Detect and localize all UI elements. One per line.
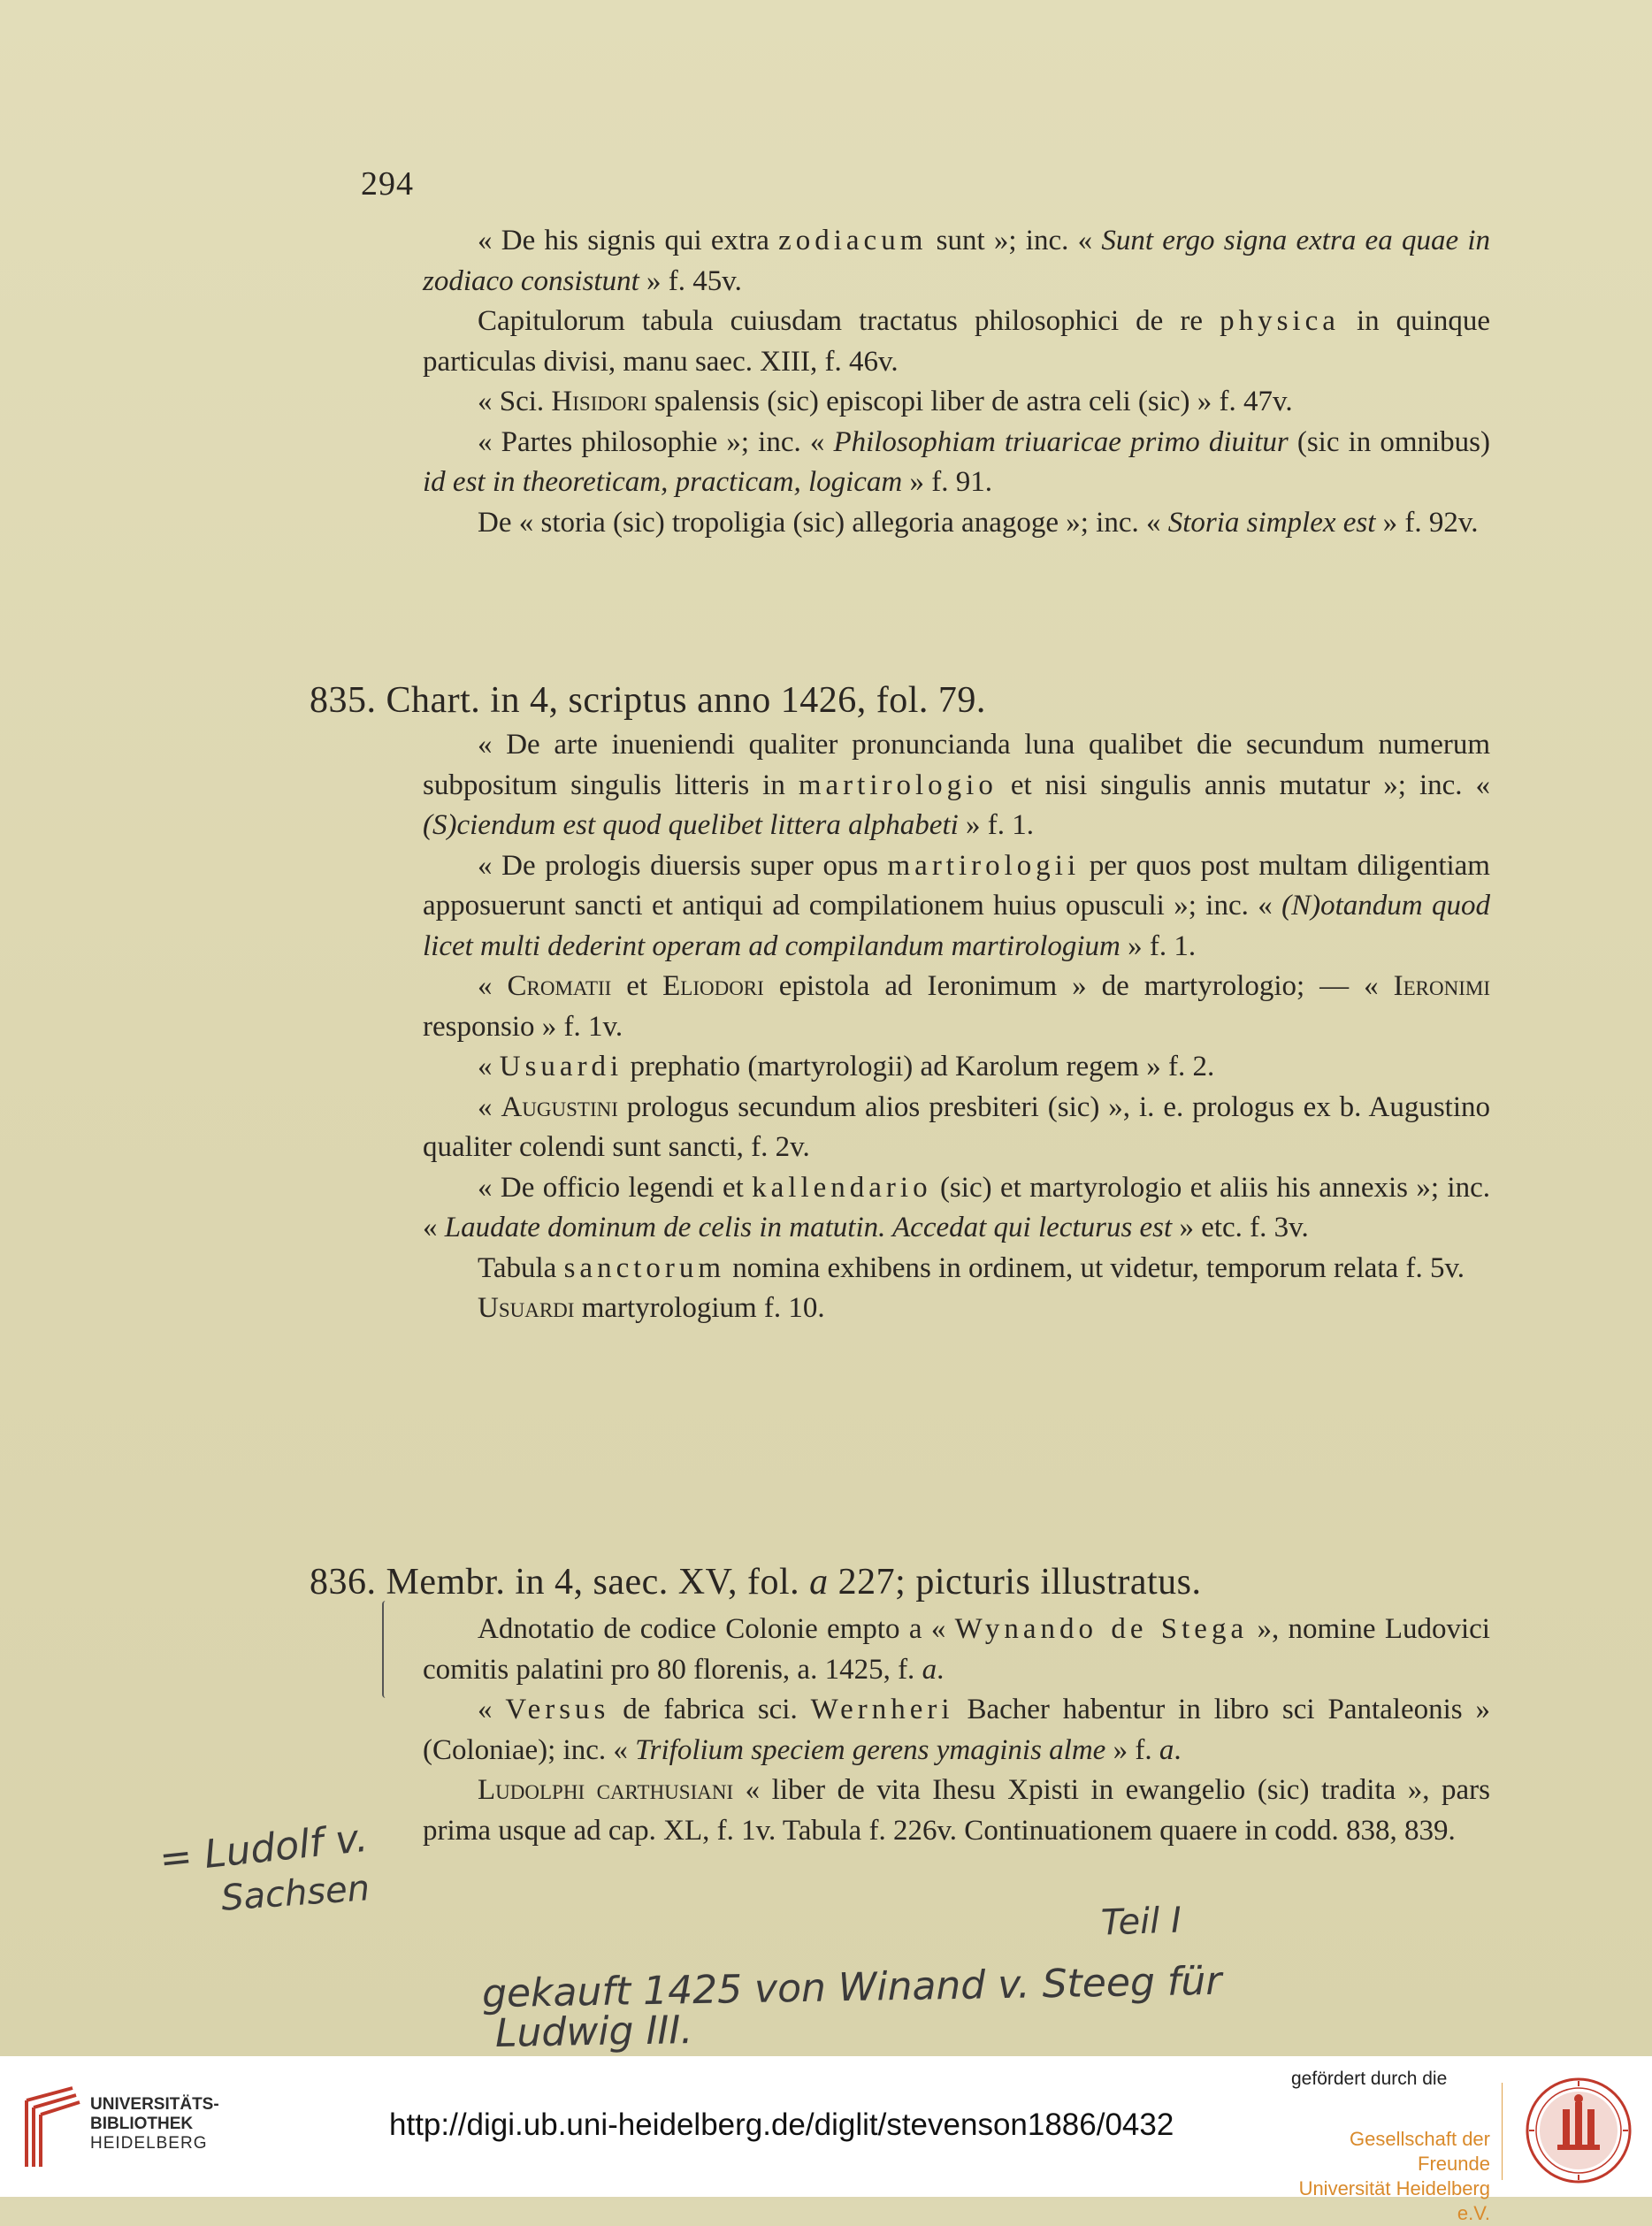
handwritten-bottom-note: gekauft 1425 von Winand v. Steeg für xyxy=(481,1958,1222,2017)
footer-bar xyxy=(0,2056,1652,2224)
paragraph: « Partes philosophie »; inc. « Philosophiam triuaricae primo diuitur (sic in omnibus) id est in theoreticam, practicam, logicam » f. 91. xyxy=(423,425,1490,498)
page-number: 294 xyxy=(361,165,414,203)
book-stack-icon xyxy=(18,2083,81,2171)
paragraph: Adnotatio de codice Colonie empto a « Wynando de Stega », nomine Ludovici comitis palatini pro 80 florenis, a. 1425, f. a. xyxy=(423,1613,1490,1686)
university-seal-icon[interactable] xyxy=(1524,2076,1633,2185)
paragraph: Tabula sanctorum nomina exhibens in ordinem, ut videtur, temporum relata f. 5v. xyxy=(478,1251,1465,1284)
paragraph: « De his signis qui extra zodiacum sunt »; inc. « Sunt ergo signa extra ea quae in zodiaco consistunt » f. 45v. xyxy=(423,225,1491,297)
paragraph: « Sci. Hisidori spalensis (sic) episcopi liber de astra celi (sic) » f. 47v. xyxy=(478,386,1293,417)
handwritten-teil-note: Teil I xyxy=(1100,1900,1182,1944)
society-name[interactable]: Gesellschaft der Freunde Universität Heidelberg e.V. xyxy=(1298,2128,1490,2224)
margin-bracket xyxy=(382,1601,393,1698)
paragraph: Usuardi martyrologium f. 10. xyxy=(478,1292,825,1324)
text-block-836 xyxy=(423,1610,1490,1851)
paragraph: « Usuardi prephatio (martyrologii) ad Karolum regem » f. 2. xyxy=(478,1051,1215,1082)
text-block-top xyxy=(423,221,1490,543)
library-logo[interactable] xyxy=(18,2083,219,2171)
funded-by-label: gefördert durch die xyxy=(1291,2069,1448,2089)
paragraph: « De officio legendi et kallendario (sic) et martyrologio et aliis his annexis »; inc. « Laudate dominum de celis in matutin. Accedat qui lecturus est » etc. f. 3v. xyxy=(423,1171,1490,1243)
handwritten-bottom-note: Ludwig III. xyxy=(494,2008,693,2056)
paragraph: « Cromatii et Eliodori epistola ad Ieronimum » de martyrologio; — « Ieronimi responsio » f. 1v. xyxy=(423,970,1490,1043)
paragraph: De « storia (sic) tropoligia (sic) allegoria anagoge »; inc. « Storia simplex est » f. 92v. xyxy=(478,506,1479,539)
entry-835-heading: 835. Chart. in 4, scriptus anno 1426, fol. 79. xyxy=(310,680,986,721)
paragraph: Capitulorum tabula cuiusdam tractatus philosophici de re physica in quinque particulas divisi, manu saec. XIII, f. 46v. xyxy=(423,305,1490,378)
footer-divider xyxy=(1502,2083,1503,2180)
entry-836-heading: 836. Membr. in 4, saec. XV, fol. a 227; picturis illustratus. xyxy=(310,1562,1202,1603)
paragraph: Ludolphi carthusiani « liber de vita Ihesu Xpisti in ewangelio (sic) tradita », pars prima usque ad cap. XL, f. 1v. Tabula f. 226v. Continuationem quaere in codd. 838, 839. xyxy=(423,1774,1490,1847)
library-name: UNIVERSITÄTS- BIBLIOTHEK HEIDELBERG xyxy=(90,2095,219,2153)
handwritten-margin-note: = Ludolf v. xyxy=(157,1815,371,1883)
handwritten-margin-note: Sachsen xyxy=(219,1868,371,1919)
text-block-835 xyxy=(423,725,1490,1329)
paragraph: « De arte inueniendi qualiter pronuncianda luna qualibet die secundum numerum subpositum singulis litteris in martirologio et nisi singulis annis mutatur »; inc. « (S)ciendum est quod quelibet littera alphabeti » f. 1. xyxy=(423,729,1491,841)
paragraph: « De prologis diuersis super opus martirologii per quos post multam diligentiam apposuerunt sancti et antiqui ad compilationem huius opusculi »; inc. « (N)otandum quod licet multi dederint operam ad compilandum martirologium » f. 1. xyxy=(423,849,1490,962)
paragraph: « Augustini prologus secundum alios presbiteri (sic) », i. e. prologus ex b. Augustino qualiter colendi sunt sancti, f. 2v. xyxy=(423,1090,1491,1163)
source-url-link[interactable]: http://digi.ub.uni-heidelberg.de/diglit/stevenson1886/0432 xyxy=(389,2107,1174,2142)
paragraph: « Versus de fabrica sci. Wernheri Bacher habentur in libro sci Pantaleonis » (Coloniae); inc. « Trifolium speciem gerens ymaginis alme » f. a. xyxy=(423,1694,1491,1766)
